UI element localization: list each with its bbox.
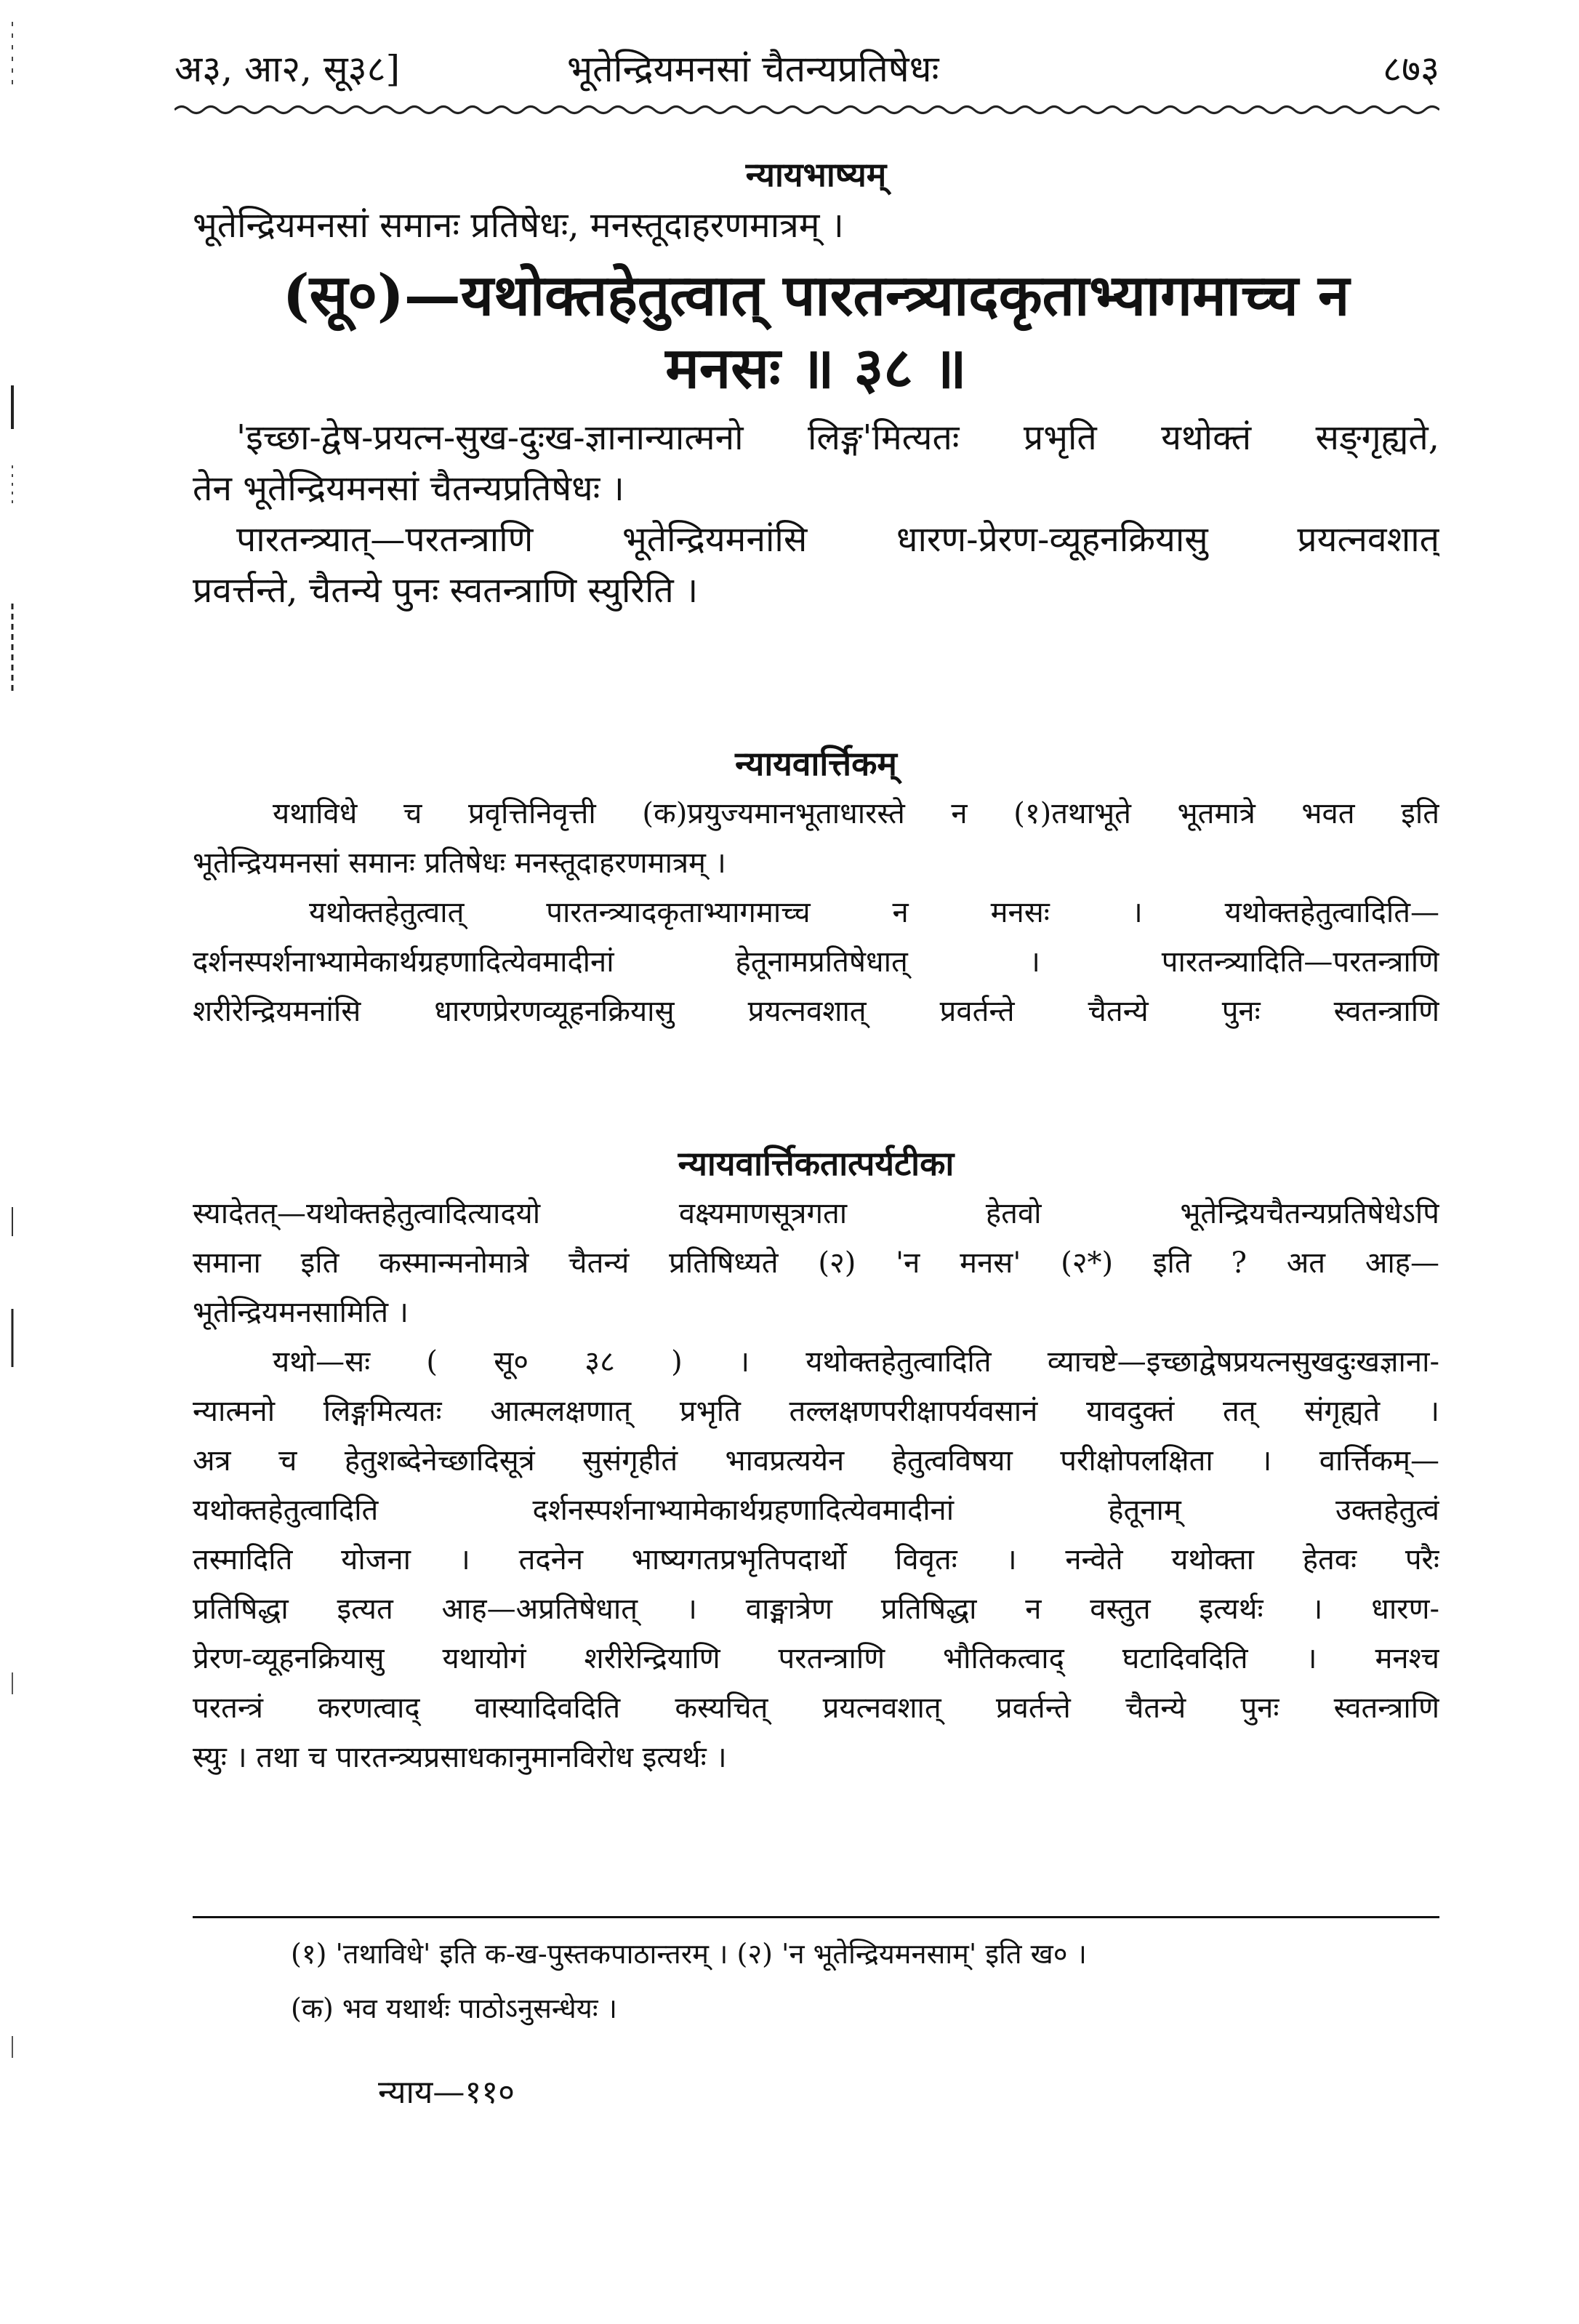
vartika-line: दर्शनस्पर्शनाभ्यामेकार्थग्रहणादित्येवमादीनां हेतूनामप्रतिषेधात् । पारतन्त्र्यादिति—परतन्त्राणि bbox=[193, 945, 1439, 979]
tika-line: स्यादेतत्—यथोक्तहेतुत्वादित्यादयो वक्ष्यमाणसूत्रगता हेतवो भूतेन्द्रियचैतन्यप्रतिषेधेऽपि bbox=[193, 1197, 1439, 1230]
vartika-line: यथोक्तहेतुत्वात् पारतन्त्र्यादकृताभ्यागमाच्च न मनसः । यथोक्तहेतुत्वादिति— bbox=[309, 896, 1439, 929]
bhashya-intro: भूतेन्द्रियमनसां समानः प्रतिषेधः, मनस्तूदाहरणमात्रम् । bbox=[193, 205, 844, 246]
header-title: भूतेन्द्रियमनसां चैतन्यप्रतिषेधः bbox=[567, 48, 939, 90]
signature-mark: न्याय—११० bbox=[378, 2074, 515, 2111]
tika-heading: न्यायवार्त्तिकतात्पर्यटीका bbox=[678, 1144, 955, 1183]
scan-margin-marks bbox=[6, 0, 19, 2321]
vartika-line: शरीरेन्द्रियमनांसि धारणप्रेरणव्यूहनक्रियासु प्रयत्नवशात् प्रवर्तन्ते चैतन्ये पुनः स्वतन्त्राणि bbox=[193, 995, 1439, 1028]
vartika-section bbox=[193, 738, 1439, 1036]
page-number: ८७३ bbox=[1383, 48, 1439, 90]
footnote-1: (१) 'तथाविधे' इति क-ख-पुस्तकपाठान्तरम् । (२) 'न भूतेन्द्रियमनसाम्' इति ख० । bbox=[291, 1938, 1087, 1970]
bhashya-line: 'इच्छा-द्वेष-प्रयत्न-सुख-दुःख-ज्ञानान्यात्मनो लिङ्ग'मित्यतः प्रभृति यथोक्तं सङ्गृह्यते, bbox=[236, 417, 1439, 458]
tika-section bbox=[193, 1138, 1439, 1782]
tika-line: समाना इति कस्मान्मनोमात्रे चैतन्यं प्रतिषिध्यते (२) 'न मनस' (२*) इति ? अत आह— bbox=[193, 1246, 1439, 1280]
vartika-heading: न्यायवार्त्तिकम् bbox=[735, 744, 897, 783]
tika-line: यथो—सः ( सू० ३८ ) । यथोक्तहेतुत्वादिति व्याचष्टे—इच्छाद्वेषप्रयत्नसुखदुःखज्ञाना- bbox=[273, 1345, 1439, 1379]
bhashya-line: प्रवर्त्तन्ते, चैतन्ये पुनः स्वतन्त्राणि स्युरिति । bbox=[193, 570, 699, 611]
bhashya-section bbox=[193, 149, 1439, 616]
sutra-line-1: (सू०)—यथोक्तहेतुत्वात् पारतन्त्र्यादकृताभ्यागमाच्च न bbox=[282, 263, 1350, 329]
vartika-line: यथाविधे च प्रवृत्तिनिवृत्ती (क)प्रयुज्यमानभूताधारस्ते न (१)तथाभूते भूतमात्रे भवत इति bbox=[273, 797, 1439, 830]
tika-line: तस्मादिति योजना । तदनेन भाष्यगतप्रभृतिपदार्थो विवृतः । नन्वेते यथोक्ता हेतवः परैः bbox=[193, 1543, 1439, 1576]
footnote-2: (क) भव यथार्थः पाठोऽनुसन्धेयः । bbox=[291, 1992, 617, 2024]
bhashya-line: पारतन्त्र्यात्—परतन्त्राणि भूतेन्द्रियमनांसि धारण-प्रेरण-व्यूहनक्रियासु प्रयत्नवशात् bbox=[236, 519, 1439, 560]
vartika-line: भूतेन्द्रियमनसां समानः प्रतिषेधः मनस्तूदाहरणमात्रम् । bbox=[193, 846, 726, 880]
bhashya-heading: न्यायभाष्यम् bbox=[745, 155, 887, 194]
tika-line: यथोक्तहेतुत्वादिति दर्शनस्पर्शनाभ्यामेकार्थग्रहणादित्येवमादीनां हेतूनाम् उक्तहेतुत्वं bbox=[193, 1494, 1439, 1527]
tika-line: प्रेरण-व्यूहनक्रियासु यथायोगं शरीरेन्द्रियाणि परतन्त्राणि भौतिकत्वाद् घटादिवदिति । मनश्च bbox=[193, 1642, 1439, 1675]
tika-line: अत्र च हेतुशब्देनेच्छादिसूत्रं सुसंगृहीतं भावप्रत्ययेन हेतुत्वविषया परीक्षोपलक्षिता । वार्त्तिकम्— bbox=[193, 1444, 1439, 1478]
tika-line: भूतेन्द्रियमनसामिति । bbox=[193, 1296, 409, 1329]
sutra-line-2: मनसः ॥ ३८ ॥ bbox=[665, 335, 967, 401]
footnote-rule bbox=[193, 1916, 1439, 1918]
tika-line: प्रतिषिद्धा इत्यत आह—अप्रतिषेधात् । वाङ्मात्रेण प्रतिषिद्धा न वस्तुत इत्यर्थः । धारण- bbox=[193, 1592, 1439, 1626]
wavy-header-rule bbox=[174, 102, 1439, 118]
bhashya-line: तेन भूतेन्द्रियमनसां चैतन्यप्रतिषेधः । bbox=[193, 468, 624, 509]
header-section-ref: अ३, आ२, सू३८] bbox=[174, 48, 401, 90]
tika-line: परतन्त्रं करणत्वाद् वास्यादिवदिति कस्यचित् प्रयत्नवशात् प्रवर्तन्ते चैतन्ये पुनः स्वतन्त्राणि bbox=[193, 1691, 1439, 1725]
tika-line: न्यात्मनो लिङ्गमित्यतः आत्मलक्षणात् प्रभृति तल्लक्षणपरीक्षापर्यवसानं यावदुक्तं तत् संगृह्यते । bbox=[193, 1395, 1439, 1428]
tika-line: स्युः । तथा च पारतन्त्र्यप्रसाधकानुमानविरोध इत्यर्थः । bbox=[193, 1741, 727, 1774]
running-header bbox=[174, 40, 1439, 98]
